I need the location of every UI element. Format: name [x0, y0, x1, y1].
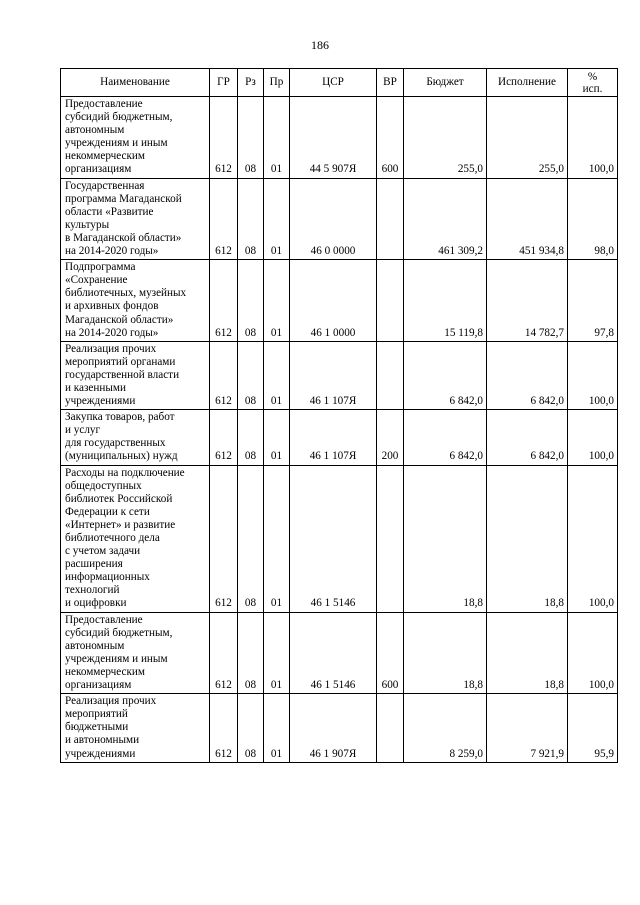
cell-name-line: Магаданской области» [65, 313, 174, 326]
cell-percent: 97,8 [568, 260, 618, 342]
cell-execution: 6 842,0 [487, 341, 568, 409]
cell-percent: 100,0 [568, 465, 618, 612]
cell-rz: 08 [238, 410, 264, 465]
cell-name-line: Закупка товаров, работ [65, 411, 175, 424]
cell-pr: 01 [264, 410, 290, 465]
cell-rz: 08 [238, 341, 264, 409]
cell-gr: 612 [210, 178, 238, 260]
cell-vr: 600 [377, 612, 404, 694]
cell-name-line: на 2014-2020 годы» [65, 326, 159, 339]
table-row [61, 341, 618, 409]
cell-name-line: и казенными [65, 381, 126, 394]
cell-name-line: автономным [65, 124, 125, 137]
cell-csr: 46 0 0000 [290, 178, 377, 260]
cell-vr [377, 178, 404, 260]
table-row [61, 260, 618, 342]
cell-rz: 08 [238, 260, 264, 342]
header-pr: Пр [264, 69, 290, 97]
cell-name-line: бюджетными [65, 721, 129, 734]
cell-name-line: библиотечного дела [65, 532, 160, 544]
cell-rz: 08 [238, 465, 264, 612]
cell-csr: 46 1 107Я [290, 341, 377, 409]
cell-name-line: и услуг [65, 424, 101, 437]
cell-budget: 461 309,2 [404, 178, 487, 260]
header-percent-symbol: % [587, 70, 598, 83]
table-header [61, 69, 618, 97]
header-percent [568, 69, 618, 97]
cell-percent: 100,0 [568, 97, 618, 179]
header-row [61, 69, 618, 97]
cell-gr: 612 [210, 97, 238, 179]
cell-vr: 600 [377, 97, 404, 179]
cell-csr: 46 1 907Я [290, 694, 377, 762]
cell-name [61, 178, 210, 260]
cell-name-line: организациям [65, 679, 132, 692]
cell-csr: 46 1 107Я [290, 410, 377, 465]
cell-name [61, 612, 210, 694]
cell-name-line: программа Магаданской [65, 192, 182, 205]
cell-execution: 18,8 [487, 612, 568, 694]
page-number: 186 [311, 38, 329, 52]
cell-csr: 46 1 5146 [290, 612, 377, 694]
header-gr: ГР [210, 69, 238, 97]
cell-gr: 612 [210, 694, 238, 762]
cell-pr: 01 [264, 341, 290, 409]
cell-name-line: государственной власти [65, 368, 180, 381]
cell-budget: 255,0 [404, 97, 487, 179]
cell-name-line: Подпрограмма [65, 261, 136, 274]
cell-name-line: и автономными [65, 734, 140, 747]
cell-name [61, 260, 210, 342]
cell-percent: 95,9 [568, 694, 618, 762]
cell-name-line: для государственных [65, 437, 166, 450]
cell-name-line: Реализация прочих [65, 695, 157, 708]
cell-name [61, 341, 210, 409]
header-budget: Бюджет [404, 69, 487, 97]
cell-name-line: автономным [65, 639, 125, 652]
table-row [61, 694, 618, 762]
cell-name-line: Государственная [65, 179, 145, 192]
cell-rz: 08 [238, 694, 264, 762]
header-vr: ВР [377, 69, 404, 97]
cell-name-line: на 2014-2020 годы» [65, 245, 159, 258]
cell-percent: 100,0 [568, 410, 618, 465]
cell-name-line: субсидий бюджетным, [65, 111, 173, 124]
cell-pr: 01 [264, 612, 290, 694]
cell-csr: 46 1 0000 [290, 260, 377, 342]
cell-name-line: и оцифровки [65, 597, 127, 610]
cell-rz: 08 [238, 178, 264, 260]
cell-execution: 451 934,8 [487, 178, 568, 260]
cell-rz: 08 [238, 97, 264, 179]
cell-execution: 14 782,7 [487, 260, 568, 342]
cell-name-line: технологий [65, 584, 120, 597]
cell-gr: 612 [210, 465, 238, 612]
cell-name [61, 410, 210, 465]
cell-name-line: «Интернет» и развитие [65, 518, 176, 531]
cell-execution: 6 842,0 [487, 410, 568, 465]
cell-name-line: культуры [65, 218, 110, 231]
cell-name-line: организациям [65, 163, 132, 176]
cell-name-line: Федерации к сети [65, 505, 150, 518]
table-row [61, 97, 618, 179]
cell-name-line: субсидий бюджетным, [65, 626, 173, 639]
cell-name-line: области «Развитие [65, 205, 154, 218]
cell-percent: 98,0 [568, 178, 618, 260]
header-rz: Рз [238, 69, 264, 97]
cell-vr [377, 694, 404, 762]
budget-table [60, 68, 618, 763]
cell-percent: 100,0 [568, 612, 618, 694]
cell-name [61, 694, 210, 762]
cell-name-line: Предоставление [65, 613, 143, 626]
header-percent-label: исп. [582, 82, 603, 95]
table-body [61, 97, 618, 763]
cell-name-line: Реализация прочих [65, 342, 157, 355]
cell-gr: 612 [210, 341, 238, 409]
cell-budget: 6 842,0 [404, 341, 487, 409]
cell-execution: 255,0 [487, 97, 568, 179]
cell-name-line: Предоставление [65, 98, 143, 110]
cell-vr: 200 [377, 410, 404, 465]
cell-budget: 15 119,8 [404, 260, 487, 342]
cell-name [61, 465, 210, 612]
cell-name-line: мероприятий [65, 708, 128, 721]
cell-budget: 18,8 [404, 612, 487, 694]
cell-budget: 18,8 [404, 465, 487, 612]
cell-name [61, 97, 210, 179]
cell-pr: 01 [264, 465, 290, 612]
table-row [61, 612, 618, 694]
cell-gr: 612 [210, 260, 238, 342]
table-row [61, 465, 618, 612]
cell-vr [377, 260, 404, 342]
cell-budget: 8 259,0 [404, 694, 487, 762]
cell-vr [377, 465, 404, 612]
cell-name-line: Расходы на подключение [65, 466, 185, 479]
cell-budget: 6 842,0 [404, 410, 487, 465]
cell-name-line: общедоступных [65, 479, 142, 492]
cell-name-line: в Магаданской области» [65, 231, 182, 244]
cell-percent: 100,0 [568, 341, 618, 409]
cell-pr: 01 [264, 178, 290, 260]
cell-name-line: библиотек Российской [65, 492, 173, 505]
cell-csr: 46 1 5146 [290, 465, 377, 612]
cell-name-line: и архивных фондов [65, 300, 159, 313]
cell-name-line: информационных [65, 571, 150, 584]
cell-name-line: учреждениям и иным [65, 137, 168, 150]
cell-name-line: с учетом задачи [65, 545, 141, 558]
cell-gr: 612 [210, 410, 238, 465]
header-name: Наименование [61, 69, 210, 97]
header-csr: ЦСР [290, 69, 377, 97]
cell-name-line: «Сохранение [65, 274, 128, 287]
cell-pr: 01 [264, 260, 290, 342]
header-execution: Исполнение [487, 69, 568, 97]
cell-name-line: (муниципальных) нужд [65, 450, 178, 463]
cell-name-line: учреждениям и иным [65, 652, 168, 665]
cell-execution: 7 921,9 [487, 694, 568, 762]
cell-name-line: расширения [65, 558, 123, 571]
cell-vr [377, 341, 404, 409]
cell-name-line: учреждениями [65, 747, 136, 760]
cell-name-line: мероприятий органами [65, 355, 176, 368]
cell-execution: 18,8 [487, 465, 568, 612]
cell-name-line: библиотечных, музейных [65, 287, 187, 300]
table-row [61, 178, 618, 260]
cell-csr: 44 5 907Я [290, 97, 377, 179]
cell-name-line: учреждениями [65, 395, 136, 408]
cell-pr: 01 [264, 694, 290, 762]
cell-name-line: некоммерческим [65, 665, 145, 678]
table-row [61, 410, 618, 465]
cell-pr: 01 [264, 97, 290, 179]
cell-name-line: некоммерческим [65, 150, 145, 163]
cell-gr: 612 [210, 612, 238, 694]
cell-rz: 08 [238, 612, 264, 694]
